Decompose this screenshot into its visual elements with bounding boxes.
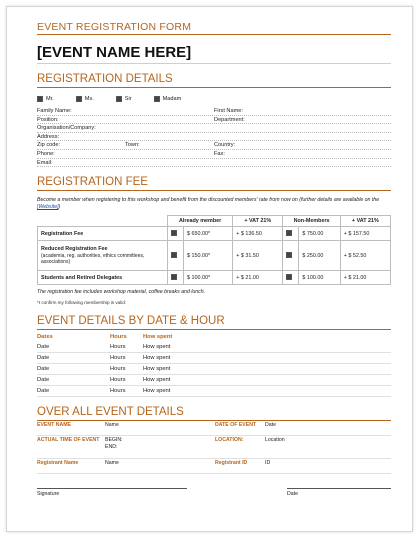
website-link[interactable]: [Website] — [37, 204, 59, 211]
checkbox-icon[interactable] — [154, 96, 160, 102]
form-content — [37, 21, 391, 497]
title-rule — [37, 34, 391, 35]
fee-row-students: Students and Retired Delegates $ 100.00* + $ 21.00 $ 100.00 + $ 21.00 — [38, 271, 391, 285]
fee-note: The registration fee includes workshop material, coffee breaks and lunch. — [37, 289, 206, 296]
field-row-email[interactable]: Email: — [37, 159, 391, 168]
checkbox-icon[interactable] — [171, 252, 177, 258]
signature-row — [37, 488, 391, 497]
checkbox-icon[interactable] — [37, 96, 43, 102]
table-row[interactable]: Date Hours How spent — [37, 353, 391, 364]
signature-line[interactable]: Signature — [37, 488, 187, 497]
membership-confirm: *I confirm my following membership is valid: — [37, 300, 127, 306]
document-page — [6, 6, 413, 532]
event-name: [EVENT NAME HERE] — [37, 44, 192, 61]
checkbox-icon[interactable] — [76, 96, 82, 102]
table-row[interactable]: Date Hours How spent — [37, 386, 391, 397]
overall-row-registrant[interactable]: Registrant Name Name Registrant ID ID — [37, 459, 391, 474]
event-details-rule — [37, 329, 391, 330]
registration-details-rule — [37, 87, 391, 88]
col-non-members: Non-Members — [283, 216, 340, 227]
fee-row-registration: Registration Fee $ 650.00* + $ 136.50 $ 750.00 + $ 157.50 — [38, 227, 391, 241]
date-line[interactable]: Date — [287, 488, 391, 497]
table-row[interactable]: Date Hours How spent — [37, 342, 391, 353]
fee-table-header — [38, 216, 391, 227]
fee-table — [37, 215, 391, 285]
event-details-heading: EVENT DETAILS BY DATE & HOUR — [37, 315, 225, 328]
checkbox-icon[interactable] — [286, 252, 292, 258]
field-row-address[interactable]: Address: — [37, 133, 391, 142]
registration-details-heading: REGISTRATION DETAILS — [37, 73, 173, 85]
registration-fee-heading: REGISTRATION FEE — [37, 176, 148, 189]
fee-row-reduced: Reduced Registration Fee (academia, reg. authorities, ethics committees, associations) $ 150.00* + $ 31.50 $ 250.00 + $ 52.50 — [38, 241, 391, 271]
checkbox-icon[interactable] — [171, 230, 177, 236]
salutation-sir[interactable]: Sir — [116, 96, 132, 102]
table-row[interactable]: Date Hours How spent — [37, 375, 391, 386]
salutation-mr[interactable]: Mr. — [37, 96, 54, 102]
overall-row-time[interactable]: ACTUAL TIME OF EVENT BEGIN: END: LOCATION: Location — [37, 436, 391, 459]
fee-intro: Become a member when registering to this workshop and benefit from the discounted members' rate from now on (further details are available on the [Website]) — [37, 197, 380, 211]
col-non-member-vat: + VAT 21% — [340, 216, 390, 227]
field-row-name[interactable]: Family Name: First Name: — [37, 107, 391, 116]
form-title: EVENT REGISTRATION FORM — [37, 21, 192, 33]
checkbox-icon[interactable] — [116, 96, 122, 102]
table-row[interactable]: Date Hours How spent — [37, 364, 391, 375]
col-member-vat: + VAT 21% — [233, 216, 283, 227]
salutation-madam[interactable]: Madam — [154, 96, 182, 102]
field-row-position[interactable]: Position: Department: — [37, 116, 391, 125]
salutation-row — [37, 93, 391, 105]
field-row-organisation[interactable]: Organisation/Company: — [37, 124, 391, 133]
salutation-ms[interactable]: Ms. — [76, 96, 94, 102]
checkbox-icon[interactable] — [171, 274, 177, 280]
event-name-rule — [37, 63, 391, 64]
overall-row-event-name[interactable]: EVENT NAME Name DATE OF EVENT Date — [37, 421, 391, 436]
overall-heading: OVER ALL EVENT DETAILS — [37, 406, 184, 419]
event-details-header: Dates Hours How spent — [37, 334, 173, 341]
registration-fields — [37, 107, 391, 167]
registration-fee-rule — [37, 190, 391, 191]
checkbox-icon[interactable] — [286, 274, 292, 280]
field-row-zip[interactable]: Zip code: Town: Country: — [37, 141, 391, 150]
checkbox-icon[interactable] — [286, 230, 292, 236]
field-row-phone[interactable]: Phone: Fax: — [37, 150, 391, 159]
col-already-member: Already member — [168, 216, 233, 227]
